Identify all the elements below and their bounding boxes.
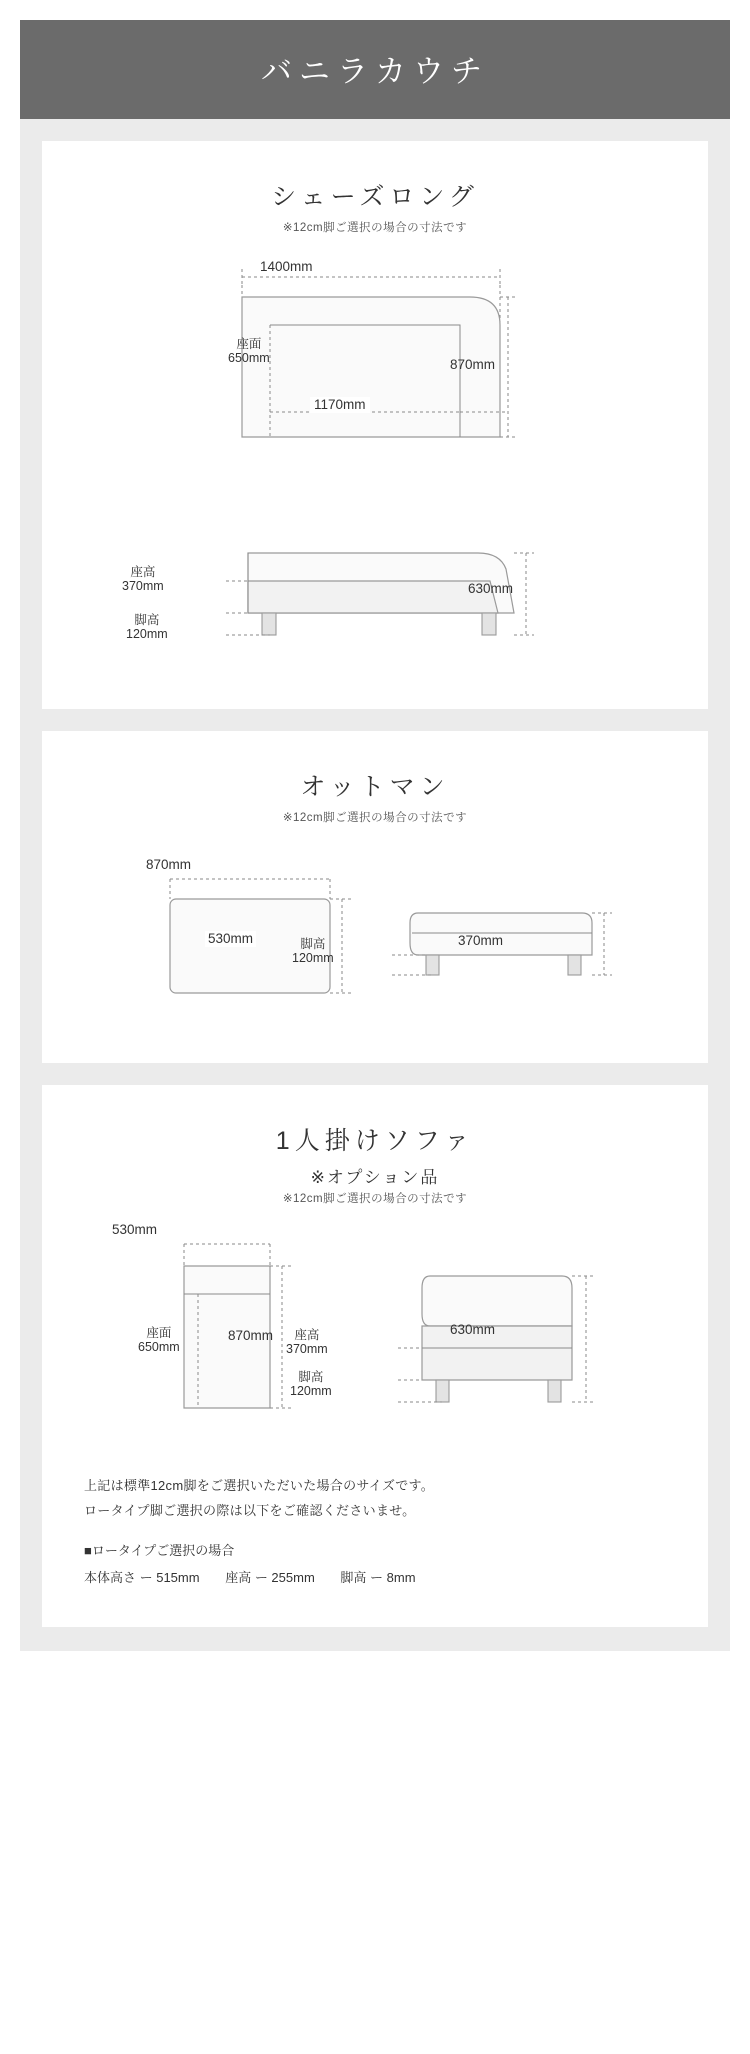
dim-chaise-leg-height <box>126 613 168 642</box>
dim-single-leg-height <box>290 1370 332 1399</box>
footer-spec-leg-height: 脚高 ー 8mm <box>340 1570 416 1586</box>
footer-heading: ■ロータイプご選択の場合 <box>84 1543 235 1559</box>
section-subtitle: ※オプション品 <box>310 1168 440 1187</box>
section-title: シェーズロング <box>271 183 479 211</box>
footer-notes <box>60 1448 690 1601</box>
section-title: オットマン <box>300 773 450 801</box>
dim-ottoman-width: 870mm <box>146 857 192 872</box>
dim-ottoman-total-height: 370mm <box>458 933 504 948</box>
dim-single-seat-name: 座面 <box>146 1326 172 1340</box>
footer-spec-body-height: 本体高さ ー 515mm <box>84 1570 200 1586</box>
dim-chaise-seat-height <box>122 565 164 594</box>
section-single-sofa <box>42 1085 708 1627</box>
chaise-side-view-diagram <box>60 503 690 683</box>
ottoman-diagram <box>60 837 690 1037</box>
footer-line-2: ロータイプ脚ご選択の際は以下をご確認くださいませ。 <box>84 1502 416 1518</box>
dim-chaise-leg-height-value: 120mm <box>126 627 168 642</box>
dim-chaise-seat-height-value: 370mm <box>122 579 164 594</box>
content-area <box>20 119 730 1651</box>
section-note: ※12cm脚ご選択の場合の寸法です <box>282 1193 468 1205</box>
single-sofa-diagram <box>60 1218 690 1448</box>
chaise-top-view-diagram <box>60 247 690 497</box>
dim-ottoman-leg-height-value: 120mm <box>292 951 334 966</box>
dim-chaise-seat <box>228 337 270 366</box>
dim-chaise-depth: 870mm <box>450 357 496 372</box>
dim-ottoman-leg-height-name: 脚高 <box>300 937 326 951</box>
dim-chaise-width: 1400mm <box>260 259 313 274</box>
dim-single-seat-value: 650mm <box>138 1340 180 1355</box>
footer-spec-seat-height: 座高 ー 255mm <box>225 1570 315 1586</box>
dim-single-total-height: 630mm <box>450 1322 496 1337</box>
dim-single-seat-height <box>286 1328 328 1357</box>
section-ottoman <box>42 731 708 1063</box>
dim-ottoman-leg-height <box>292 937 334 966</box>
section-chaise-longue <box>42 141 708 709</box>
dim-chaise-seat-height-name: 座高 <box>130 565 156 579</box>
dim-chaise-seat-name: 座面 <box>236 337 262 351</box>
dim-chaise-inner-width: 1170mm <box>310 397 370 413</box>
section-note: ※12cm脚ご選択の場合の寸法です <box>282 812 468 824</box>
dim-single-seat <box>138 1326 180 1355</box>
dim-chaise-leg-height-name: 脚高 <box>134 613 160 627</box>
dim-chaise-total-height: 630mm <box>468 581 514 596</box>
dim-single-width: 530mm <box>112 1222 158 1237</box>
dim-single-seat-height-name: 座高 <box>294 1328 320 1342</box>
page-header <box>20 20 730 119</box>
page-title: バニラカウチ <box>261 54 489 89</box>
dim-single-seat-height-value: 370mm <box>286 1342 328 1357</box>
footer-specs <box>84 1566 666 1591</box>
section-title: 1人掛けソファ <box>275 1127 475 1155</box>
dim-single-depth: 870mm <box>228 1328 274 1343</box>
dim-single-leg-height-value: 120mm <box>290 1384 332 1399</box>
footer-line-1: 上記は標準12cm脚をご選択いただいた場合のサイズです。 <box>84 1478 435 1493</box>
section-note: ※12cm脚ご選択の場合の寸法です <box>282 222 468 234</box>
dim-single-leg-height-name: 脚高 <box>298 1370 324 1384</box>
dim-chaise-seat-value: 650mm <box>228 351 270 366</box>
dim-ottoman-depth: 530mm <box>205 931 256 947</box>
